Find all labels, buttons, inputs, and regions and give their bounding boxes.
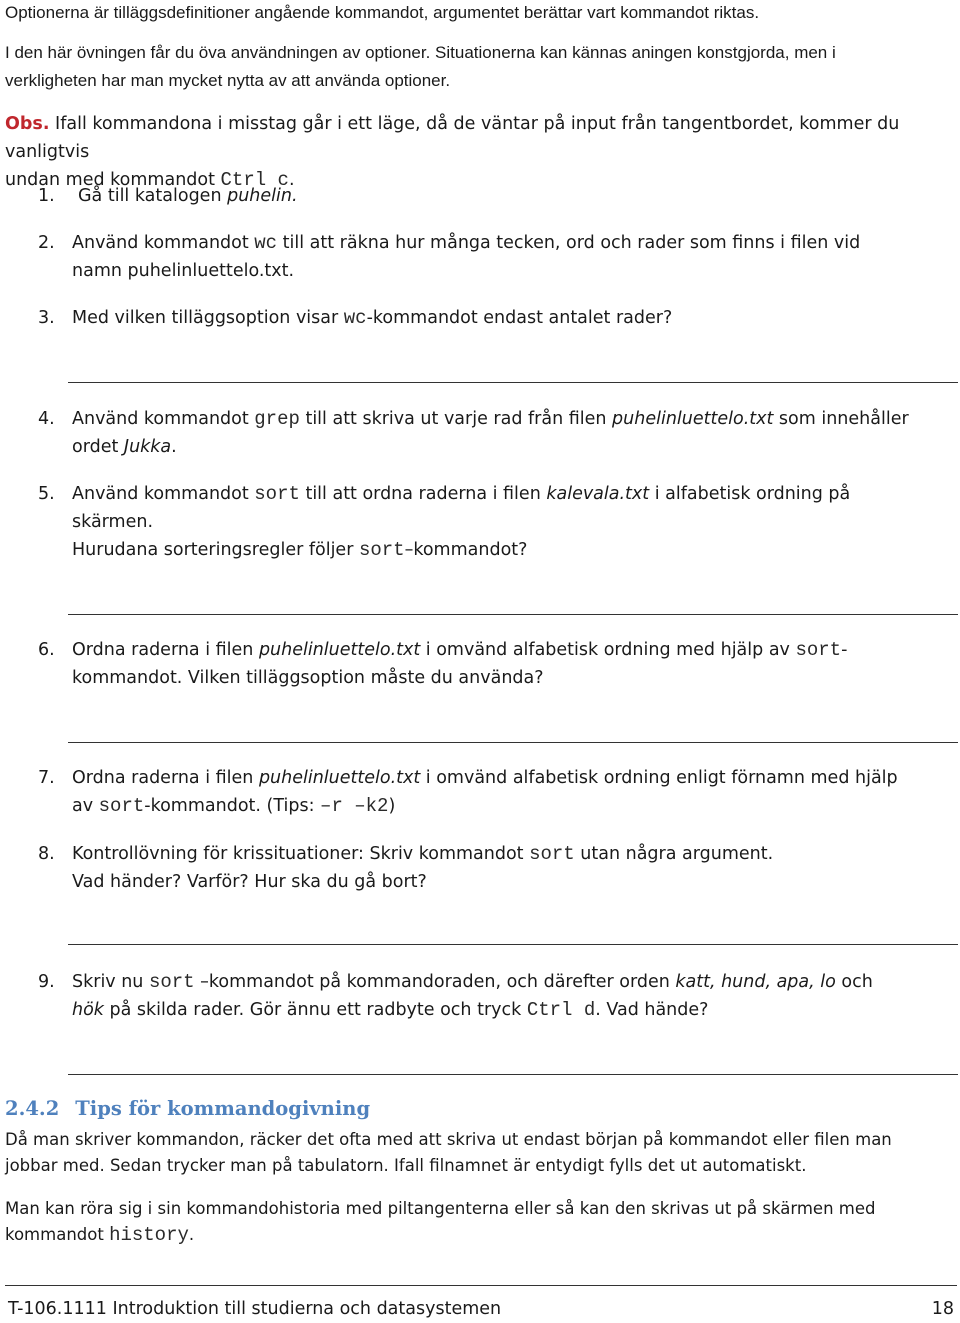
section-title: Tips för kommandogivning (75, 1097, 371, 1120)
code-ctrl-d: Ctrl d (526, 999, 596, 1021)
code-sort: sort (358, 539, 405, 561)
code-grep: grep (254, 408, 300, 430)
code-ctrl-c: Ctrl c (220, 169, 289, 191)
code-sort: sort (98, 795, 145, 817)
answer-line (68, 742, 958, 743)
page-number: 18 (931, 1299, 954, 1319)
intro-paragraph-1: Optionerna är tilläggsdefinitioner angående kommandot, argumentet berättar vart kommandot riktas. (5, 3, 760, 22)
obs-note: Obs. Ifall kommandona i misstag går i ett läge, då de väntar på input från tangentbordet, kommer du vanligtvis undan med kommandot Ctrl c. (5, 114, 900, 191)
answer-line (68, 382, 958, 383)
code-wc: wc (254, 232, 278, 254)
intro-paragraph-2: I den här övningen får du öva användningen av optioner. Situationerna kan kännas aningen konstgjorda, men i verkligheten har man mycket nytta av att använda optioner. (5, 43, 836, 90)
item-number: 8. (38, 844, 55, 864)
answer-line (68, 614, 958, 615)
item-number: 1. (38, 186, 55, 206)
obs-label: Obs. (5, 114, 50, 134)
code-sort: sort (148, 971, 195, 993)
item-number: 9. (38, 972, 55, 992)
section-paragraph-1: Då man skriver kommandon, räcker det ofta med att skriva ut endast början på kommandot eller filen man jobbar med. Sedan trycker man på tabulatorn. Ifall filnamnet är entydigt fylls det ut automatiskt. (5, 1130, 892, 1175)
code-history: history (109, 1224, 189, 1246)
footer-course: T-106.1111 Introduktion till studierna och datasystemen (8, 1299, 502, 1319)
code-wc: wc (343, 307, 367, 329)
item-number: 7. (38, 768, 55, 788)
item-number: 5. (38, 484, 55, 504)
code-sort: sort (529, 843, 575, 865)
item-number: 6. (38, 640, 55, 660)
item-number: 4. (38, 409, 55, 429)
section-number: 2.4.2 (5, 1097, 60, 1120)
item-number: 2. (38, 233, 55, 253)
code-sort: sort (795, 639, 842, 661)
item-number: 3. (38, 308, 55, 328)
footer-rule (5, 1285, 957, 1286)
answer-line (68, 1074, 958, 1075)
code-sort: sort (254, 483, 300, 505)
code-sort-options: –r –k2 (320, 795, 389, 817)
answer-line (68, 944, 958, 945)
section-heading (5, 1094, 370, 1124)
section-paragraph-2: Man kan röra sig i sin kommandohistoria med piltangenterna eller så kan den skrivas ut på skärmen med kommandot history. (5, 1199, 876, 1246)
